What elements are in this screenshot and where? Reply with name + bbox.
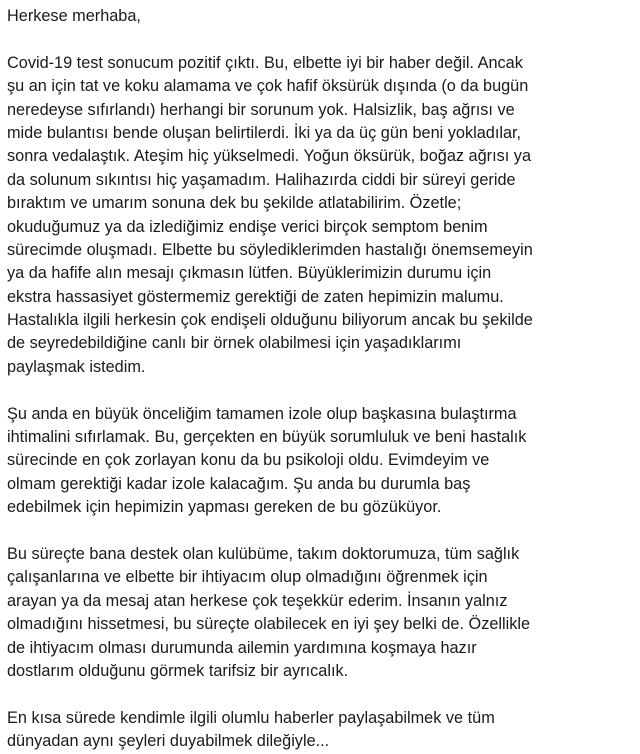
paragraph-gap [7,379,626,402]
paragraph-gap [7,520,626,543]
paragraph-gap [7,28,626,51]
paragraph-gap [7,683,626,706]
text-line: paylaşmak istedim. [7,357,146,376]
text-line: Covid-19 test sonucum pozitif çıktı. Bu, elbette iyi bir haber değil. Ancak [7,53,523,72]
text-line: arayan ya da mesaj atan herkese çok teşekkür ederim. İnsanın yalnız [7,591,508,610]
text-line: okuduğumuz ya da izlediğimiz endişe verici birçok semptom benim [7,217,488,236]
text-line: mide bulantısı bende oluşan belirtilerdi. İki ya da üç gün beni yokladılar, [7,123,522,142]
text-line: ihtimalini sıfırlamak. Bu, gerçekten en büyük sorumluluk ve beni hastalık [7,428,527,447]
paragraph-1 [7,52,626,379]
text-line: de ihtiyacım olması durumunda ailemin yardımına koşmaya hazır [7,638,477,657]
text-line: dünyadan aynı şeyleri duyabilmek dileğiyle... [7,732,330,751]
text-line: Şu anda en büyük önceliğim tamamen izole olup başkasına bulaştırma [7,404,517,423]
text-line: olmadığını hissetmesi, bu süreçte olabilecek en iyi şey belki de. Özellikle [7,615,531,634]
text-line: En kısa sürede kendimle ilgili olumlu haberler paylaşabilmek ve tüm [7,708,495,727]
text-line: sürecimde oluşmadı. Elbette bu söylediklerimden hastalığı önemsemeyin [7,240,533,259]
text-line: çalışanlarına ve elbette bir ihtiyacım olup olmadığını öğrenmek için [7,568,488,587]
text-line: sürecinde en çok zorlayan konu da bu psikoloji oldu. Evimdeyim ve [7,451,490,470]
text-line: edebilmek için hepimizin yapması gereken de bu gözüküyor. [7,498,442,517]
text-line: Bu süreçte bana destek olan kulübüme, takım doktorumuza, tüm sağlık [7,544,520,563]
paragraph-2 [7,403,626,520]
text-line: da solunum sıkıntısı hiç yaşamadım. Halihazırda ciddi bir süreyi geride [7,170,516,189]
text-line: ekstra hassasiyet göstermemiz gerektiği de zaten hepimizin malumu. [7,287,504,306]
paragraph-4 [7,707,626,754]
text-line: neredeyse sıfırlandı) herhangi bir sorunum yok. Halsizlik, baş ağrısı ve [7,100,515,119]
text-line: olmam gerektiği kadar izole kalacağım. Şu anda bu durumla baş [7,474,471,493]
text-line: ya da hafife alın mesajı çıkmasın lütfen. Büyüklerimizin durumu için [7,264,492,283]
text-line: de seyredebildiğine canlı bir örnek olabilmesi için yaşadıklarımı [7,334,462,353]
text-line: bıraktım ve umarım sonuna dek bu şekilde atlatabilirim. Özetle; [7,194,462,213]
text-line: dostlarım olduğunu görmek tarifsiz bir ayrıcalık. [7,661,349,680]
paragraph-3 [7,543,626,683]
text-line: Hastalıkla ilgili herkesin çok endişeli olduğunu biliyorum ancak bu şekilde [7,311,533,330]
text-line: sonra vedalaştık. Ateşim hiç yükselmedi. Yoğun öksürük, boğaz ağrısı ya [7,147,531,166]
text-line: şu an için tat ve koku alamama ve çok hafif öksürük dışında (o da bugün [7,77,529,96]
greeting-line: Herkese merhaba, [7,7,141,25]
